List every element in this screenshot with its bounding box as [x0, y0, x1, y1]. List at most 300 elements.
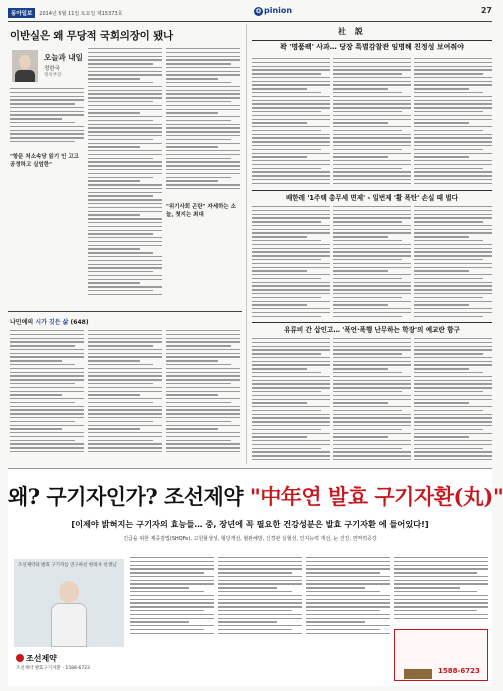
text-line	[218, 625, 302, 626]
text-line	[414, 217, 492, 218]
text-line	[88, 177, 153, 178]
text-line	[306, 629, 380, 630]
body-text-column	[88, 330, 162, 455]
text-line	[130, 621, 189, 622]
text-line	[252, 96, 330, 97]
text-line	[218, 606, 302, 607]
text-line	[252, 251, 330, 252]
page-number: 27	[480, 6, 492, 15]
editorial-rule	[252, 322, 492, 323]
text-line	[333, 214, 411, 215]
text-line	[130, 599, 214, 600]
text-line	[394, 606, 488, 607]
text-line	[252, 263, 330, 264]
ad-doctor-photo	[14, 559, 124, 647]
text-line	[414, 156, 469, 157]
text-line	[414, 444, 492, 445]
text-line	[333, 259, 402, 260]
text-line	[130, 568, 214, 569]
text-line	[414, 107, 492, 108]
text-line	[130, 625, 214, 626]
text-line	[333, 248, 411, 249]
text-line	[130, 561, 214, 562]
text-line	[166, 165, 240, 166]
body-text-column	[166, 330, 240, 455]
text-line	[414, 229, 492, 230]
text-line	[252, 383, 330, 384]
left-headline: 이반실은 왜 무당적 국회의장이 됐나	[10, 30, 173, 42]
text-line	[10, 99, 84, 100]
text-line	[306, 595, 390, 596]
text-line	[10, 406, 84, 407]
text-line	[333, 293, 411, 294]
text-line	[88, 150, 162, 151]
text-line	[414, 66, 492, 67]
text-line	[252, 69, 330, 70]
text-line	[333, 232, 411, 233]
text-line	[252, 103, 330, 104]
text-line	[252, 429, 321, 430]
text-line	[333, 455, 411, 456]
text-line	[394, 591, 477, 592]
text-line	[218, 602, 302, 603]
text-line	[252, 73, 321, 74]
text-line	[252, 308, 330, 309]
ad-body-text	[218, 557, 302, 636]
text-line	[88, 71, 162, 72]
editorial-text	[414, 338, 492, 463]
text-line	[414, 210, 492, 211]
text-line	[88, 74, 162, 75]
text-line	[333, 240, 402, 241]
text-line	[333, 115, 411, 116]
text-line	[394, 614, 488, 615]
text-line	[333, 210, 411, 211]
text-line	[88, 286, 162, 287]
text-line	[333, 380, 411, 381]
text-line	[252, 293, 330, 294]
text-line	[414, 77, 492, 78]
text-line	[10, 334, 84, 335]
text-line	[88, 252, 153, 253]
text-line	[333, 417, 411, 418]
text-line	[218, 572, 292, 573]
text-line	[414, 206, 492, 207]
text-line	[88, 199, 162, 200]
text-line	[414, 149, 483, 150]
text-line	[333, 244, 411, 245]
text-line	[166, 131, 240, 132]
text-line	[130, 557, 214, 558]
text-line	[252, 164, 330, 165]
text-line	[166, 394, 218, 395]
text-line	[166, 146, 218, 147]
text-line	[333, 448, 402, 449]
text-line	[306, 572, 380, 573]
text-line	[130, 580, 214, 581]
text-line	[166, 59, 240, 60]
text-line	[252, 81, 330, 82]
text-line	[333, 357, 411, 358]
text-line	[252, 312, 330, 313]
text-line	[10, 394, 62, 395]
text-line	[414, 126, 492, 127]
text-line	[414, 425, 492, 426]
text-line	[88, 195, 153, 196]
text-line	[88, 161, 162, 162]
editorial-text	[414, 58, 492, 187]
text-line	[252, 171, 330, 172]
text-line	[88, 413, 162, 414]
text-line	[88, 271, 153, 272]
text-line	[10, 92, 84, 93]
page-header	[8, 6, 492, 20]
text-line	[252, 149, 321, 150]
text-line	[88, 248, 140, 249]
left-subhead: "항문 처소속당 읽기 인 고고 공정하고 실엄한"	[10, 154, 79, 168]
text-line	[414, 103, 492, 104]
text-line	[414, 221, 483, 222]
text-line	[414, 383, 492, 384]
text-line	[88, 143, 162, 144]
text-line	[333, 134, 411, 135]
text-line	[166, 334, 240, 335]
text-line	[166, 383, 231, 384]
text-line	[333, 414, 411, 415]
text-line	[306, 614, 390, 615]
text-line	[252, 248, 330, 249]
text-line	[252, 406, 330, 407]
text-line	[166, 353, 240, 354]
text-line	[88, 364, 153, 365]
text-line	[10, 364, 75, 365]
text-line	[333, 267, 411, 268]
text-line	[414, 251, 492, 252]
text-line	[10, 409, 84, 410]
text-line	[10, 398, 84, 399]
text-line	[306, 633, 390, 634]
text-line	[333, 141, 411, 142]
text-line	[166, 341, 240, 342]
text-line	[10, 118, 62, 119]
text-line	[218, 557, 302, 558]
text-line	[88, 275, 162, 276]
text-line	[414, 368, 469, 369]
text-line	[166, 432, 240, 433]
text-line	[130, 583, 214, 584]
editorial-text	[333, 338, 411, 463]
text-line	[88, 379, 162, 380]
text-line	[333, 168, 402, 169]
text-line	[88, 417, 162, 418]
text-line	[88, 203, 162, 204]
text-line	[333, 225, 411, 226]
text-line	[10, 402, 75, 403]
text-line	[414, 346, 492, 347]
text-line	[414, 399, 492, 400]
text-line	[333, 406, 411, 407]
text-line	[333, 69, 411, 70]
text-line	[166, 368, 240, 369]
text-line	[10, 330, 84, 331]
text-line	[166, 52, 240, 53]
text-line	[333, 391, 402, 392]
text-line	[88, 90, 162, 91]
text-line	[394, 618, 488, 619]
text-line	[10, 443, 84, 444]
text-line	[414, 175, 492, 176]
text-line	[166, 109, 240, 110]
text-line	[252, 66, 330, 67]
text-line	[166, 154, 240, 155]
text-line	[130, 633, 214, 634]
text-line	[88, 391, 162, 392]
text-line	[252, 285, 330, 286]
text-line	[333, 338, 411, 339]
text-line	[166, 398, 240, 399]
text-line	[414, 58, 492, 59]
text-line	[333, 81, 411, 82]
text-line	[88, 52, 162, 53]
text-line	[10, 133, 84, 134]
text-line	[414, 270, 469, 271]
text-line	[88, 56, 162, 57]
text-line	[10, 137, 84, 138]
text-line	[10, 111, 84, 112]
text-line	[166, 158, 231, 159]
text-line	[88, 207, 162, 208]
text-line	[130, 576, 214, 577]
text-line	[88, 282, 140, 283]
text-line	[333, 312, 411, 313]
text-line	[166, 375, 240, 376]
text-line	[306, 568, 390, 569]
text-line	[306, 587, 365, 588]
text-line	[88, 260, 162, 261]
text-line	[166, 338, 240, 339]
text-line	[394, 595, 488, 596]
text-line	[166, 135, 240, 136]
text-line	[88, 237, 162, 238]
text-line	[10, 114, 84, 115]
ad-subline: [이제야 밝혀지는 구기자의 효능들… 중, 장년에 꼭 필요한 건강성분은 발효 구기자환 에 들어있다!]	[71, 519, 429, 529]
text-line	[252, 399, 330, 400]
text-line	[88, 267, 162, 268]
text-line	[333, 206, 411, 207]
text-line	[252, 425, 330, 426]
text-line	[333, 395, 411, 396]
ad-brand-subtext: 조선제약 발효구기자환 - 1588-6723	[16, 666, 90, 671]
text-line	[414, 232, 492, 233]
text-line	[333, 175, 411, 176]
text-line	[333, 383, 411, 384]
text-line	[414, 236, 469, 237]
text-line	[333, 346, 411, 347]
text-line	[166, 48, 240, 49]
text-line	[218, 568, 302, 569]
text-line	[333, 111, 402, 112]
text-line	[252, 376, 330, 377]
text-line	[333, 160, 411, 161]
text-line	[414, 255, 492, 256]
text-line	[10, 96, 84, 97]
text-line	[333, 145, 411, 146]
text-line	[166, 90, 240, 91]
text-line	[88, 131, 162, 132]
text-line	[88, 398, 162, 399]
text-line	[88, 154, 162, 155]
editorial-rule	[252, 190, 492, 191]
text-line	[333, 171, 411, 172]
text-line	[10, 341, 84, 342]
text-line	[333, 130, 402, 131]
text-line	[88, 360, 140, 361]
text-line	[88, 443, 162, 444]
text-line	[10, 130, 84, 131]
text-line	[88, 101, 153, 102]
text-line	[414, 84, 492, 85]
text-line	[414, 267, 492, 268]
body-text-column	[88, 48, 162, 298]
text-line	[252, 267, 330, 268]
text-line	[252, 111, 321, 112]
text-line	[333, 137, 411, 138]
text-line	[10, 383, 75, 384]
text-line	[88, 165, 162, 166]
text-line	[333, 364, 411, 365]
text-line	[252, 183, 330, 184]
text-line	[166, 63, 231, 64]
ad-brand: 조선제약	[16, 653, 57, 664]
text-line	[414, 179, 492, 180]
text-line	[252, 244, 330, 245]
text-line	[333, 251, 411, 252]
text-line	[394, 572, 477, 573]
text-line	[166, 161, 240, 162]
ad-phone-number: 1588-6723	[438, 667, 480, 675]
text-line	[88, 211, 162, 212]
text-line	[414, 115, 492, 116]
text-line	[10, 126, 84, 127]
text-line	[414, 364, 492, 365]
text-line	[166, 428, 218, 429]
text-line	[333, 58, 411, 59]
text-line	[88, 173, 162, 174]
text-line	[414, 395, 492, 396]
text-line	[218, 595, 302, 596]
text-line	[333, 217, 411, 218]
text-line	[333, 376, 411, 377]
ad-photo-caption: 조선제약과 발효 구기자를 연구하신 한의사 선생님	[18, 563, 117, 568]
text-line	[88, 290, 153, 291]
text-line	[252, 130, 321, 131]
text-line	[10, 345, 75, 346]
text-line	[10, 356, 84, 357]
text-line	[88, 421, 153, 422]
text-line	[414, 248, 492, 249]
text-line	[252, 92, 321, 93]
text-line	[414, 137, 492, 138]
text-line	[88, 230, 162, 231]
text-line	[166, 349, 240, 350]
text-line	[252, 395, 330, 396]
text-line	[166, 409, 240, 410]
text-line	[10, 451, 84, 452]
text-line	[166, 356, 240, 357]
text-line	[130, 610, 204, 611]
text-line	[414, 96, 492, 97]
text-line	[414, 436, 469, 437]
text-line	[88, 451, 162, 452]
text-line	[333, 372, 402, 373]
text-line	[88, 97, 162, 98]
text-line	[414, 145, 492, 146]
editorial-rule	[252, 40, 492, 41]
text-line	[88, 86, 162, 87]
text-line	[333, 255, 411, 256]
text-line	[252, 297, 321, 298]
text-line	[414, 429, 483, 430]
text-line	[88, 222, 162, 223]
text-line	[414, 433, 492, 434]
text-line	[333, 229, 411, 230]
author-role: 정치부장	[44, 73, 62, 78]
text-line	[10, 338, 84, 339]
text-line	[414, 160, 492, 161]
text-line	[252, 153, 330, 154]
text-line	[414, 361, 492, 362]
text-line	[306, 576, 390, 577]
text-line	[394, 583, 488, 584]
text-line	[333, 285, 411, 286]
text-line	[88, 372, 162, 373]
text-line	[166, 116, 240, 117]
text-line	[218, 561, 302, 562]
text-line	[414, 153, 492, 154]
text-line	[252, 342, 330, 343]
text-line	[333, 278, 402, 279]
text-line	[333, 96, 411, 97]
text-line	[166, 345, 231, 346]
text-line	[252, 88, 307, 89]
text-line	[333, 66, 411, 67]
text-line	[252, 240, 321, 241]
text-line	[252, 349, 330, 350]
text-line	[414, 459, 492, 460]
text-line	[333, 304, 388, 305]
text-line	[166, 184, 240, 185]
body-text-column	[166, 48, 240, 192]
text-line	[414, 338, 492, 339]
text-line	[306, 565, 390, 566]
text-line	[88, 387, 162, 388]
text-line	[10, 436, 84, 437]
opinion-o-icon: O	[255, 8, 262, 15]
text-line	[88, 406, 162, 407]
text-line	[252, 316, 321, 317]
text-line	[88, 146, 140, 147]
text-line	[252, 448, 321, 449]
text-line	[252, 58, 330, 59]
text-line	[252, 100, 330, 101]
text-line	[252, 364, 330, 365]
text-line	[333, 444, 411, 445]
text-line	[166, 417, 240, 418]
text-line	[252, 255, 330, 256]
text-line	[252, 338, 330, 339]
text-line	[88, 218, 162, 219]
text-line	[130, 572, 204, 573]
